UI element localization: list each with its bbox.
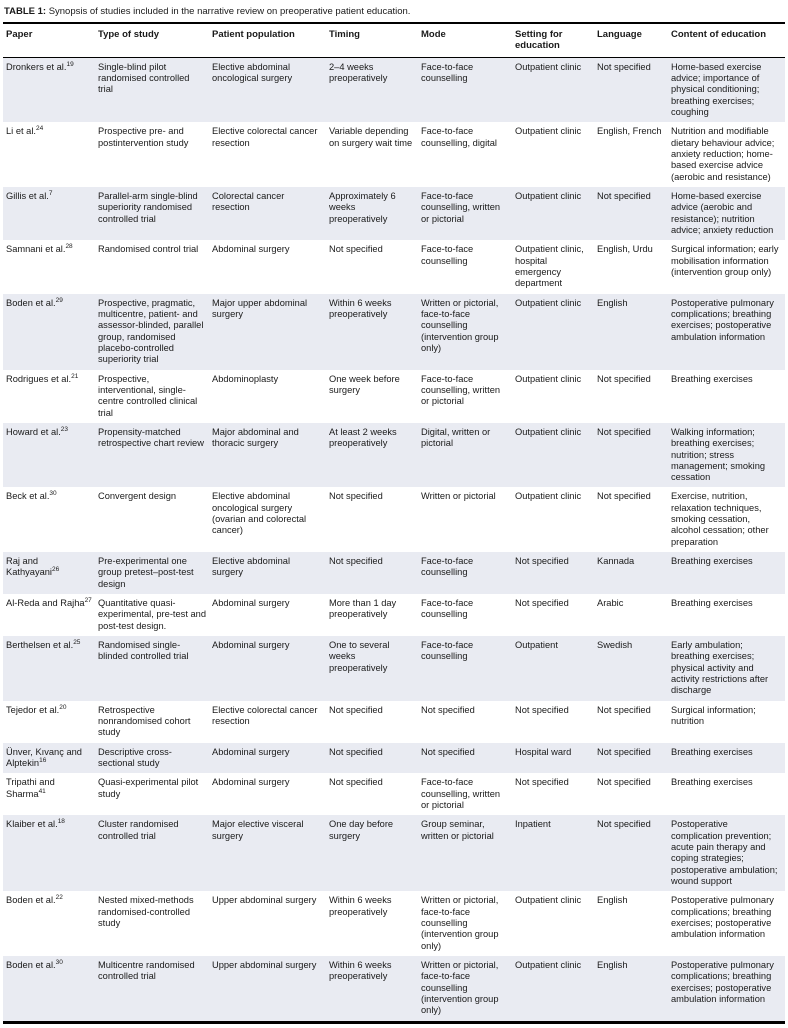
- reference-superscript: 23: [60, 425, 69, 433]
- cell-setting: Outpatient clinic: [515, 426, 582, 437]
- paper-name: Boden et al.: [6, 895, 56, 906]
- cell-timing: Within 6 weeks preoperatively: [329, 959, 392, 982]
- cell-type: Prospective, pragmatic, multicentre, patient- and assessor-blinded, parallel group, randomised placebo-controlled superiority trial: [98, 297, 204, 365]
- cell-mode: Written or pictorial: [421, 491, 496, 502]
- cell-paper: [3, 815, 98, 891]
- cell-setting: Not specified: [515, 556, 569, 567]
- table-row: [3, 773, 785, 815]
- table-row: [3, 122, 785, 187]
- reference-superscript: 22: [55, 894, 63, 902]
- reference-superscript: 25: [73, 639, 81, 646]
- table-row: [3, 294, 785, 370]
- cell-language: Not specified: [597, 777, 651, 788]
- cell-setting: Not specified: [515, 777, 569, 788]
- cell-population: Elective colorectal cancer resection: [212, 704, 318, 727]
- cell-mode: Face-to-face counselling, digital: [421, 126, 497, 148]
- cell-language: English, Urdu: [597, 244, 653, 255]
- cell-setting: Outpatient clinic, hospital emergency department: [515, 244, 584, 289]
- cell-type: Propensity-matched retrospective chart review: [98, 426, 204, 449]
- cell-mode: Group seminar, written or pictorial: [421, 819, 494, 841]
- reference-superscript: 30: [55, 958, 63, 966]
- cell-mode: Digital, written or pictorial: [421, 426, 491, 449]
- cell-mode: Face-to-face counselling: [421, 556, 474, 578]
- table-caption-text: Synopsis of studies included in the narrative review on preoperative patient education.: [48, 6, 411, 17]
- cell-type: Prospective pre- and postintervention study: [98, 126, 189, 148]
- paper-name: Berthelsen et al.: [6, 640, 74, 651]
- cell-setting: Not specified: [515, 704, 569, 715]
- cell-content: Home-based exercise advice; importance of physical conditioning; breathing exercises; coughing: [671, 61, 762, 117]
- paper-name: Klaiber et al.: [6, 819, 58, 830]
- cell-content: Nutrition and modifiable dietary behaviour advice; anxiety reduction; home-based exercise advice (aerobic and resistance): [671, 126, 775, 182]
- cell-content: Breathing exercises: [671, 598, 753, 609]
- cell-timing: Not specified: [329, 746, 383, 757]
- table-row: [3, 956, 785, 1022]
- cell-type: Single-blind pilot randomised controlled trial: [98, 61, 190, 95]
- cell-paper: [3, 891, 98, 956]
- cell-content: Early ambulation; breathing exercises; physical activity and activity restrictions after discharge: [671, 640, 769, 696]
- cell-type: Nested mixed-methods randomised-controlled study: [98, 895, 194, 928]
- cell-paper: [3, 294, 98, 370]
- cell-setting: Inpatient: [515, 819, 551, 830]
- cell-population: Elective abdominal oncological surgery (ovarian and colorectal cancer): [212, 491, 307, 536]
- cell-language: Not specified: [597, 61, 651, 72]
- cell-type: Prospective, interventional, single-centre controlled clinical trial: [98, 373, 198, 418]
- table-row: [3, 594, 785, 636]
- cell-mode: Not specified: [421, 704, 475, 715]
- cell-content: Postoperative pulmonary complications; breathing exercises; postoperative ambulation information: [671, 297, 774, 342]
- cell-population: Abdominal surgery: [212, 640, 290, 651]
- cell-mode: Face-to-face counselling: [421, 244, 474, 266]
- cell-mode: Written or pictorial, face-to-face counselling (intervention group only): [421, 297, 499, 353]
- cell-population: Major abdominal and thoracic surgery: [212, 426, 299, 449]
- cell-type: Convergent design: [98, 491, 177, 502]
- cell-type: Randomised control trial: [98, 244, 199, 255]
- paper-name: Howard et al.: [6, 426, 61, 437]
- cell-content: Surgical information; nutrition: [671, 704, 756, 727]
- table-row: [3, 552, 785, 594]
- cell-mode: Face-to-face counselling: [421, 598, 474, 620]
- cell-population: Elective abdominal oncological surgery: [212, 61, 293, 83]
- cell-content: Exercise, nutrition, relaxation techniques, smoking cessation, alcohol cessation; other preparation: [671, 491, 769, 547]
- cell-timing: One day before surgery: [329, 819, 394, 841]
- column-header: Content of education: [671, 23, 785, 57]
- cell-language: English: [597, 895, 628, 906]
- cell-paper: [3, 743, 98, 774]
- paper-name: Beck et al.: [6, 491, 50, 502]
- cell-type: Multicentre randomised controlled trial: [98, 959, 195, 982]
- cell-setting: Outpatient clinic: [515, 491, 582, 502]
- cell-content: Postoperative pulmonary complications; breathing exercises; postoperative ambulation information: [671, 959, 774, 1004]
- cell-population: Upper abdominal surgery: [212, 959, 317, 970]
- table-row: [3, 636, 785, 701]
- column-header: Setting for education: [515, 23, 597, 57]
- reference-superscript: 19: [66, 60, 74, 68]
- cell-type: Quasi-experimental pilot study: [98, 777, 199, 799]
- cell-language: Not specified: [597, 704, 651, 715]
- column-header: Type of study: [98, 23, 212, 57]
- reference-superscript: 41: [38, 787, 46, 795]
- cell-timing: 2–4 weeks preoperatively: [329, 61, 388, 83]
- cell-language: Not specified: [597, 373, 651, 384]
- cell-timing: Not specified: [329, 244, 383, 255]
- cell-timing: Not specified: [329, 777, 383, 788]
- cell-setting: Outpatient clinic: [515, 959, 582, 970]
- cell-content: Breathing exercises: [671, 777, 753, 788]
- cell-language: Not specified: [597, 491, 651, 502]
- cell-mode: Face-to-face counselling, written or pictorial: [421, 373, 501, 407]
- cell-paper: [3, 487, 98, 552]
- cell-type: Cluster randomised controlled trial: [98, 819, 179, 841]
- cell-setting: Outpatient clinic: [515, 190, 582, 201]
- cell-content: Breathing exercises: [671, 746, 753, 757]
- cell-mode: Face-to-face counselling, written or pictorial: [421, 777, 501, 811]
- table-row: [3, 891, 785, 956]
- cell-content: Home-based exercise advice (aerobic and resistance); nutrition advice; anxiety reduction: [671, 190, 774, 235]
- cell-paper: [3, 636, 98, 701]
- cell-paper: [3, 552, 98, 594]
- cell-timing: Not specified: [329, 556, 383, 567]
- reference-superscript: 7: [48, 189, 53, 197]
- cell-setting: Hospital ward: [515, 746, 572, 757]
- cell-mode: Written or pictorial, face-to-face counselling (intervention group only): [421, 959, 499, 1016]
- cell-language: English, French: [597, 126, 662, 137]
- reference-superscript: 24: [35, 125, 44, 133]
- cell-mode: Face-to-face counselling: [421, 640, 474, 662]
- reference-superscript: 16: [39, 756, 47, 764]
- cell-paper: [3, 57, 98, 122]
- cell-setting: Outpatient: [515, 640, 558, 651]
- cell-population: Abdominal surgery: [212, 777, 290, 788]
- cell-setting: Outpatient clinic: [515, 126, 582, 137]
- table-row: [3, 187, 785, 240]
- cell-language: English: [597, 959, 628, 970]
- paper-name: Dronkers et al.: [6, 61, 67, 72]
- header-row: [3, 23, 785, 57]
- cell-language: English: [597, 297, 628, 308]
- cell-timing: Not specified: [329, 704, 383, 715]
- cell-language: Not specified: [597, 746, 651, 757]
- cell-language: Not specified: [597, 819, 651, 830]
- cell-population: Abdominal surgery: [212, 244, 290, 255]
- paper-name: Boden et al.: [6, 297, 56, 308]
- cell-mode: Face-to-face counselling: [421, 61, 474, 83]
- cell-timing: One to several weeks preoperatively: [329, 640, 390, 673]
- cell-population: Abdominal surgery: [212, 746, 290, 757]
- reference-superscript: 30: [49, 490, 57, 498]
- table-row: [3, 370, 785, 423]
- column-header: Language: [597, 23, 671, 57]
- reference-superscript: 26: [52, 566, 60, 574]
- paper-name: Ünver, Kıvanç and Alptekin: [6, 746, 82, 769]
- cell-type: Quantitative quasi-experimental, pre-test and post-test design.: [98, 598, 207, 631]
- cell-timing: More than 1 day preoperatively: [329, 598, 397, 620]
- table-caption-label: TABLE 1:: [4, 6, 47, 17]
- reference-superscript: 27: [84, 597, 92, 605]
- column-header: Patient population: [212, 23, 329, 57]
- cell-language: Swedish: [597, 640, 633, 651]
- cell-paper: [3, 701, 98, 743]
- cell-content: Postoperative pulmonary complications; breathing exercises; postoperative ambulation information: [671, 895, 774, 940]
- cell-content: Breathing exercises: [671, 556, 753, 567]
- table-header: [3, 23, 785, 57]
- cell-paper: [3, 594, 98, 636]
- cell-paper: [3, 122, 98, 187]
- cell-timing: Variable depending on surgery wait time: [329, 126, 413, 148]
- cell-setting: Outpatient clinic: [515, 373, 582, 384]
- cell-mode: Face-to-face counselling, written or pictorial: [421, 190, 501, 224]
- table-row: [3, 815, 785, 891]
- paper-name: Tripathi and Sharma: [6, 777, 55, 799]
- cell-paper: [3, 773, 98, 815]
- table-row: [3, 487, 785, 552]
- cell-population: Abdominoplasty: [212, 373, 279, 384]
- cell-timing: Within 6 weeks preoperatively: [329, 297, 392, 319]
- reference-superscript: 20: [59, 703, 67, 711]
- table-body: [3, 57, 785, 1022]
- cell-paper: [3, 187, 98, 240]
- column-header: Mode: [421, 23, 515, 57]
- table-row: [3, 743, 785, 774]
- cell-timing: Within 6 weeks preoperatively: [329, 895, 392, 917]
- reference-superscript: 18: [57, 818, 65, 826]
- cell-paper: [3, 370, 98, 423]
- cell-type: Pre-experimental one group pretest–post-test design: [98, 556, 194, 589]
- paper-name: Tejedor et al.: [6, 704, 60, 715]
- cell-population: Upper abdominal surgery: [212, 895, 317, 906]
- cell-setting: Outpatient clinic: [515, 895, 582, 906]
- cell-population: Colorectal cancer resection: [212, 190, 285, 213]
- cell-population: Abdominal surgery: [212, 598, 290, 609]
- table-row: [3, 57, 785, 122]
- paper-name: Gillis et al.: [6, 190, 49, 201]
- cell-population: Elective colorectal cancer resection: [212, 126, 318, 148]
- cell-population: Major upper abdominal surgery: [212, 297, 308, 319]
- cell-mode: Written or pictorial, face-to-face counselling (intervention group only): [421, 895, 499, 951]
- table-caption: [3, 5, 785, 22]
- cell-paper: [3, 423, 98, 488]
- paper-name: Al-Reda and Rajha: [6, 598, 85, 609]
- column-header: Timing: [329, 23, 421, 57]
- cell-timing: Approximately 6 weeks preoperatively: [329, 190, 396, 224]
- cell-timing: Not specified: [329, 491, 383, 502]
- cell-type: Parallel-arm single-blind superiority randomised controlled trial: [98, 190, 198, 224]
- paper-name: Raj and Kathyayani: [6, 556, 52, 578]
- cell-language: Kannada: [597, 556, 635, 567]
- paper-name: Li et al.: [6, 126, 36, 137]
- cell-paper: [3, 240, 98, 293]
- reference-superscript: 29: [55, 296, 63, 304]
- cell-content: Breathing exercises: [671, 373, 753, 384]
- cell-population: Elective abdominal surgery: [212, 556, 291, 578]
- cell-type: Descriptive cross-sectional study: [98, 746, 172, 769]
- cell-setting: Not specified: [515, 598, 569, 609]
- cell-setting: Outpatient clinic: [515, 61, 582, 72]
- paper-name: Boden et al.: [6, 959, 56, 970]
- cell-content: Surgical information; early mobilisation information (intervention group only): [671, 244, 779, 277]
- cell-paper: [3, 956, 98, 1022]
- paper-name: Samnani et al.: [6, 244, 66, 255]
- table-row: [3, 423, 785, 488]
- cell-language: Not specified: [597, 190, 651, 201]
- paper-name: Rodrigues et al.: [6, 373, 72, 384]
- cell-content: Postoperative complication prevention; acute pain therapy and coping strategies; postoperative ambulation; wound support: [671, 819, 778, 886]
- studies-synopsis-table: [3, 22, 785, 1024]
- cell-type: Retrospective nonrandomised cohort study: [98, 704, 191, 738]
- table-row: [3, 240, 785, 293]
- reference-superscript: 28: [65, 243, 73, 251]
- cell-language: Arabic: [597, 598, 624, 609]
- cell-content: Walking information; breathing exercises; nutrition; stress management; smoking cessation: [671, 426, 766, 483]
- cell-timing: One week before surgery: [329, 373, 400, 395]
- cell-setting: Outpatient clinic: [515, 297, 582, 308]
- cell-mode: Not specified: [421, 746, 475, 757]
- cell-population: Major elective visceral surgery: [212, 819, 304, 841]
- cell-language: Not specified: [597, 426, 651, 437]
- reference-superscript: 21: [71, 372, 79, 380]
- cell-type: Randomised single-blinded controlled trial: [98, 640, 189, 662]
- table-row: [3, 701, 785, 743]
- cell-timing: At least 2 weeks preoperatively: [329, 426, 397, 449]
- column-header: Paper: [3, 23, 98, 57]
